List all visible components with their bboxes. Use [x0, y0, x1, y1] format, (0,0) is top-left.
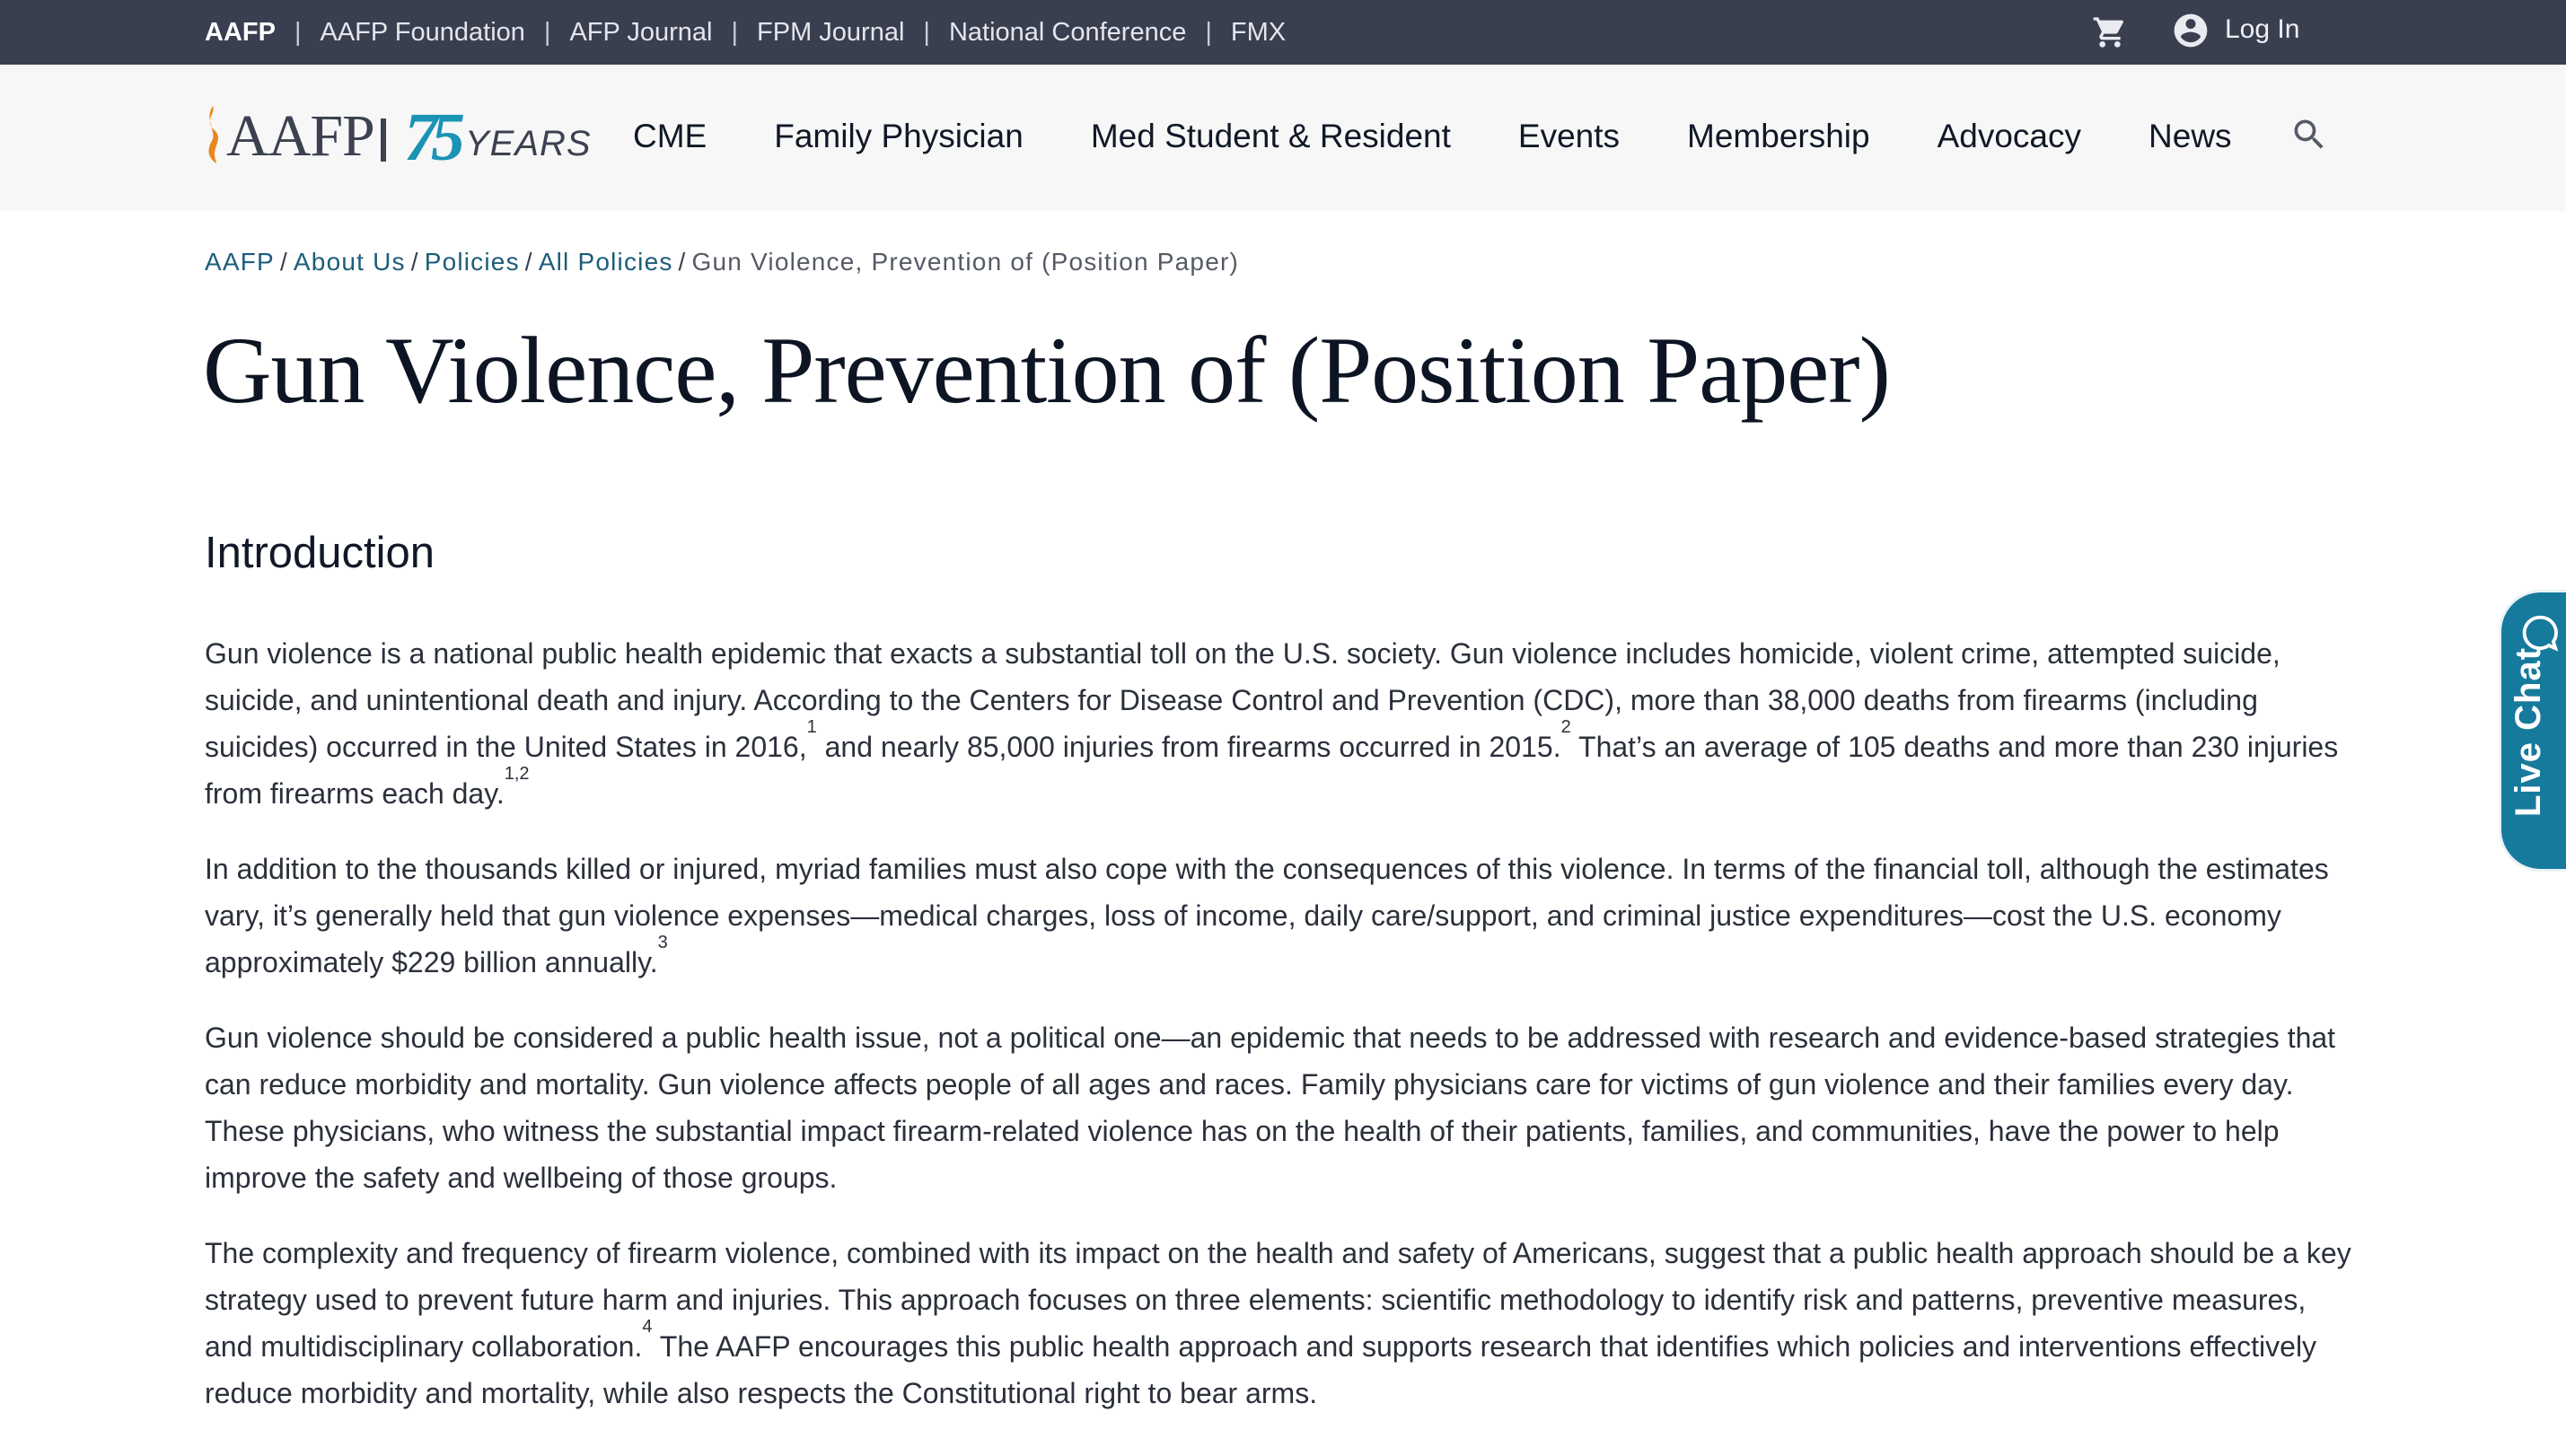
primary-nav-items [633, 65, 2299, 208]
utility-bar [0, 0, 2566, 65]
logo-75: 75 [404, 100, 458, 175]
flame-logo-icon [203, 106, 223, 163]
utility-link-aafp[interactable]: AAFP [205, 17, 276, 47]
breadcrumb-link-aafp[interactable]: AAFP [205, 248, 275, 276]
breadcrumb-link-all-policies[interactable]: All Policies [538, 248, 673, 276]
page-title: Gun Violence, Prevention of (Position Paper) [203, 318, 1890, 423]
breadcrumb-separator: / [678, 248, 687, 276]
separator: | [923, 17, 930, 47]
nav-item-med-student-resident[interactable]: Med Student & Resident [1090, 118, 1451, 154]
live-chat-label: Live Chat [2509, 646, 2548, 817]
breadcrumb-current: Gun Violence, Prevention of (Position Paper) [691, 248, 1240, 276]
utility-link-afp-journal[interactable]: AFP Journal [569, 17, 713, 47]
paragraph-text: and nearly 85,000 injuries from firearms occurred in 2015. [816, 731, 1561, 763]
footnote-ref[interactable]: 4 [642, 1317, 653, 1337]
logo-aafp-text: AAFP [226, 103, 374, 169]
utility-link-fmx[interactable]: FMX [1230, 17, 1287, 47]
utility-link-fpm-journal[interactable]: FPM Journal [757, 17, 905, 47]
nav-item-advocacy[interactable]: Advocacy [1937, 118, 2082, 154]
separator: | [543, 17, 551, 47]
section-heading: Introduction [205, 529, 435, 577]
aafp-75-years-logo[interactable] [203, 99, 592, 178]
paragraph-text: In addition to the thousands killed or injured, myriad families must also cope with the consequences of this violence. In terms of the financial toll, although the estimates vary, it’s generally held that gun violence expenses—medical charges, loss of income, daily care/support, and criminal justice expenditures—cost the U.S. economy approximately $229 billion annually. [205, 853, 2329, 978]
paragraph [205, 846, 2359, 986]
separator: | [294, 17, 302, 47]
breadcrumb-link-about-us[interactable]: About Us [293, 248, 406, 276]
utility-link-aafp-foundation[interactable]: AAFP Foundation [320, 17, 525, 47]
nav-item-events[interactable]: Events [1517, 118, 1621, 154]
breadcrumb-link-policies[interactable]: Policies [424, 248, 520, 276]
paragraph-text: Gun violence should be considered a public health issue, not a political one—an epidemic that needs to be addressed with research and evidence-based strategies that can reduce morbidity and mortality. Gun violence affects people of all ages and races. Family physicians care for victims of gun violence and their families every day. These physicians, who witness the substantial impact firearm-related violence has on the health of their patients, families, and communities, have the power to help improve the safety and wellbeing of those groups. [205, 1022, 2336, 1194]
login-link[interactable]: Log In [2225, 14, 2300, 44]
nav-item-news[interactable]: News [2149, 118, 2232, 154]
user-account-icon[interactable] [2171, 11, 2210, 50]
article-body [205, 630, 2359, 1445]
separator: | [731, 17, 739, 47]
nav-item-cme[interactable]: CME [633, 118, 707, 154]
breadcrumb-separator: / [279, 248, 288, 276]
logo-years: YEARS [465, 124, 592, 163]
footnote-ref[interactable]: 1,2 [504, 764, 530, 784]
breadcrumb-separator: / [410, 248, 419, 276]
paragraph-text: That’s an average of 105 deaths and more than 230 injuries from firearms each day. [205, 731, 2339, 810]
paragraph-text: The complexity and frequency of firearm violence, combined with its impact on the health and safety of Americans, suggest that a public health approach should be a key strategy used to prevent future harm and injuries. This approach focuses on three elements: scientific methodology to identify risk and patterns, preventive measures, and multidisciplinary collaboration. [205, 1237, 2351, 1363]
cart-icon[interactable] [2092, 14, 2128, 50]
nav-item-family-physician[interactable]: Family Physician [774, 118, 1024, 154]
live-chat-button[interactable] [2501, 592, 2566, 869]
search-icon[interactable] [2289, 115, 2329, 154]
utility-link-national-conference[interactable]: National Conference [948, 17, 1187, 47]
breadcrumb-separator: / [524, 248, 533, 276]
separator: | [1205, 17, 1212, 47]
footnote-ref[interactable]: 3 [657, 933, 668, 952]
logo-divider [381, 118, 386, 162]
breadcrumb [205, 248, 1239, 276]
paragraph-text: Gun violence is a national public health epidemic that exacts a substantial toll on the U.S. society. Gun violence includes homicide, violent crime, attempted suicide, suicide, and unintentional death and injury. According to the Centers for Disease Control and Prevention (CDC), more than 38,000 deaths from firearms (including suicides) occurred in the United States in 2016, [205, 637, 2280, 763]
footnote-ref[interactable]: 2 [1560, 717, 1571, 737]
footnote-ref[interactable]: 1 [806, 717, 817, 737]
paragraph [205, 1230, 2359, 1417]
nav-item-membership[interactable]: Membership [1687, 118, 1870, 154]
paragraph [205, 630, 2359, 817]
paragraph-text: The AAFP encourages this public health approach and supports research that identifies which policies and interventions effectively reduce morbidity and mortality, while also respects the Constitutional right to bear arms. [205, 1330, 2317, 1409]
utility-links [205, 0, 1286, 65]
paragraph [205, 1014, 2359, 1201]
